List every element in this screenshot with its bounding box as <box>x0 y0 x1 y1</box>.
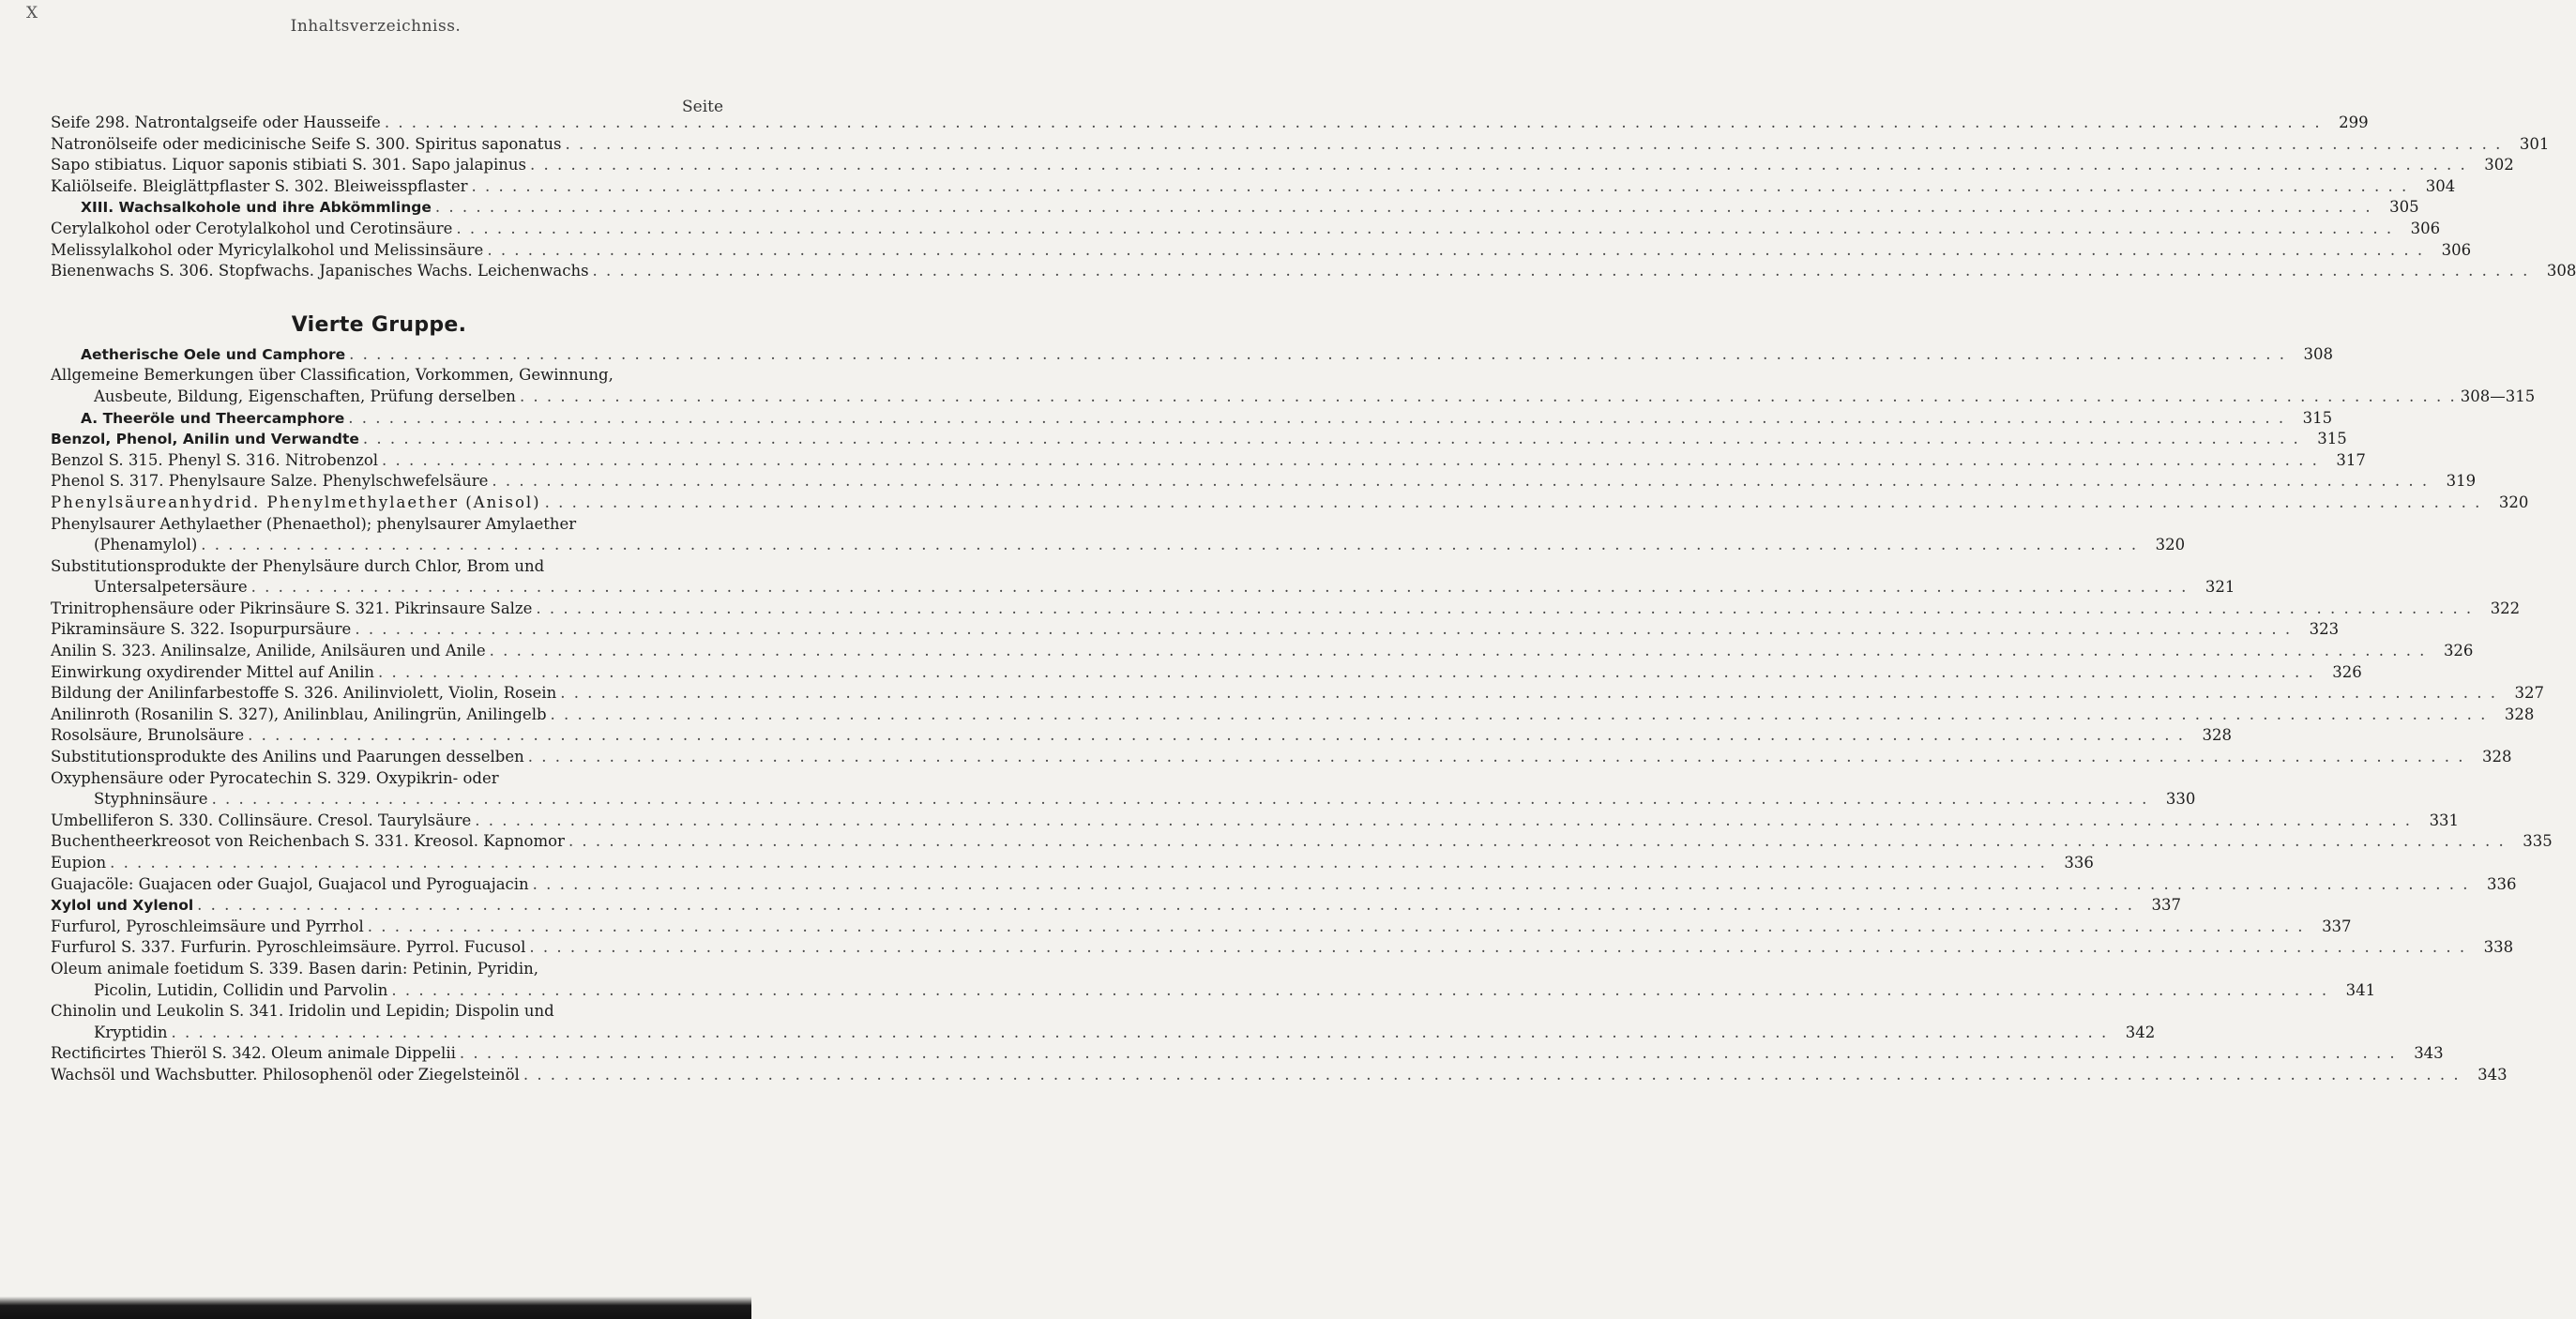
toc-entry: Sapo stibiatus. Liquor saponis stibiati S. 301. Sapo jalapinus . . . 302 <box>51 155 707 176</box>
toc-entry: Furfurol, Pyroschleimsäure und Pyrrhol . . . 337 <box>51 917 707 938</box>
page-ref: 326 <box>2332 662 2362 681</box>
page-ref: 317 <box>2336 450 2366 469</box>
leader-dots <box>593 261 2530 281</box>
toc-entry: Melissylalkohol oder Myricylalkohol und Melissinsäure . . . 306 <box>51 240 707 262</box>
toc-entry: Anilinroth (Rosanilin S. 327), Anilinblau, Anilingrün, Anilingelb . . . 328 <box>51 705 707 726</box>
leader-dots <box>490 641 2427 661</box>
leader-dots <box>533 874 2470 895</box>
toc-entry: Natronölseife oder medicinische Seife S. 300. Spiritus saponatus . . . 301 <box>51 134 707 156</box>
toc-entry: Pikraminsäure S. 322. Isopurpursäure . . . 323 <box>51 619 707 641</box>
toc-entry: Rosolsäure, Brunolsäure . . . 328 <box>51 725 707 747</box>
page-ref: 306 <box>2441 240 2472 259</box>
toc-entry: Allgemeine Bemerkungen über Classification, Vorkommen, Gewinnung, <box>51 366 614 385</box>
leader-dots <box>110 853 2047 873</box>
page-ref: 328 <box>2482 748 2512 766</box>
page-ref: 315 <box>2317 430 2347 448</box>
leader-dots <box>471 176 2408 197</box>
leader-dots <box>560 683 2497 704</box>
leader-dots <box>197 895 2134 916</box>
page-ref: 308 <box>2303 344 2333 363</box>
leader-dots <box>248 725 2185 746</box>
page-ref: 306 <box>2410 219 2441 237</box>
leader-dots <box>568 831 2506 852</box>
toc-entry: Benzol S. 315. Phenyl S. 316. Nitrobenzol . . . 317 <box>51 450 707 472</box>
toc-entry: Kaliölseife. Bleiglättpflaster S. 302. Bleiweisspflaster . . . 304 <box>51 176 707 198</box>
leader-dots <box>475 811 2412 831</box>
page-ref: 336 <box>2064 854 2094 872</box>
toc-entry: Substitutionsprodukte des Anilins und Paarungen desselben . . . 328 <box>51 747 707 768</box>
leader-dots <box>456 219 2393 239</box>
leader-dots <box>385 113 2322 133</box>
toc-entry: Eupion . . . 336 <box>51 853 707 874</box>
page-ref: 322 <box>2490 599 2521 617</box>
toc-entry: Trinitrophensäure oder Pikrinsäure S. 321. Pikrinsaure Salze . . . 322 <box>51 599 707 620</box>
leader-dots <box>487 240 2424 261</box>
toc-section-heading: Aetherische Oele und Camphore . . . 308 <box>51 344 707 366</box>
running-head: Inhaltsverzeichniss. <box>290 17 462 36</box>
leader-dots <box>435 197 2372 218</box>
toc-entry: Bienenwachs S. 306. Stopfwachs. Japanisches Wachs. Leichenwachs . . . 308 <box>51 261 707 282</box>
toc-entry-continuation: Ausbeute, Bildung, Eigenschaften, Prüfung derselben . . . 308—315 <box>51 387 707 408</box>
leader-dots <box>378 662 2315 683</box>
page-ref: 341 <box>2345 980 2376 999</box>
toc-entry: Substitutionsprodukte der Phenylsäure durch Chlor, Brom und <box>51 556 545 575</box>
page-ref: 308 <box>2546 262 2576 280</box>
toc-entry: Oleum animale foetidum S. 339. Basen darin: Petinin, Pyridin, <box>51 959 538 978</box>
page-ref: 343 <box>2478 1065 2508 1084</box>
page-ref: 328 <box>2202 726 2232 745</box>
leader-dots <box>523 1065 2461 1085</box>
toc-entry: Buchentheerkreosot von Reichenbach S. 331. Kreosol. Kapnomor . . . 335 <box>51 831 707 853</box>
page-ref: 315 <box>2302 408 2333 427</box>
toc-subheading: Xylol und Xylenol . . . 337 <box>51 895 707 917</box>
page-ref: 330 <box>2165 790 2196 809</box>
leader-dots <box>530 155 2467 175</box>
toc-entry: Rectificirtes Thieröl S. 342. Oleum animale Dippelii . . . 343 <box>51 1043 707 1065</box>
toc-entry: Oxyphensäure oder Pyrocatechin S. 329. Oxypikrin- oder <box>51 768 499 787</box>
leader-dots <box>212 789 2149 810</box>
leader-dots <box>348 408 2285 429</box>
toc-entry: Bildung der Anilinfarbestoffe S. 326. Anilinviolett, Violin, Rosein . . . 327 <box>51 683 707 705</box>
page-number: X <box>26 4 38 23</box>
leader-dots <box>349 344 2286 365</box>
toc-entry: Seife 298. Natrontalgseife oder Hausseife . . . 299 <box>51 113 707 134</box>
leader-dots <box>536 599 2473 619</box>
page-ref: 305 <box>2389 198 2419 217</box>
leader-dots <box>391 980 2328 1001</box>
toc-subheading: Benzol, Phenol, Anilin und Verwandte . . . 315 <box>51 429 707 450</box>
page-ref: 323 <box>2309 620 2340 639</box>
page-ref: 304 <box>2425 176 2456 195</box>
page-ref: 331 <box>2429 811 2460 829</box>
toc-entry-continuation: Styphninsäure . . . 330 <box>51 789 707 811</box>
toc-entry: Guajacöle: Guajacen oder Guajol, Guajacol und Pyroguajacin . . . 336 <box>51 874 707 896</box>
toc-entry-continuation: Untersalpetersäure . . . 321 <box>51 577 707 599</box>
page-ref: 335 <box>2523 832 2553 851</box>
page-ref: 320 <box>2155 536 2186 554</box>
toc-entry: Wachsöl und Wachsbutter. Philosophenöl oder Ziegelsteinöl . . . 343 <box>51 1065 707 1086</box>
leader-dots <box>201 535 2138 555</box>
toc-entry-continuation: (Phenamylol) . . . 320 <box>51 535 707 556</box>
toc-entry: Cerylalkohol oder Cerotylalkohol und Cerotinsäure . . . 306 <box>51 219 707 240</box>
seite-column-label: Seite <box>682 98 724 116</box>
leader-dots <box>171 1023 2108 1043</box>
toc-entry: Umbelliferon S. 330. Collinsäure. Cresol. Taurylsäure . . . 331 <box>51 811 707 832</box>
page-ref: 299 <box>2339 114 2369 131</box>
page-ref: 338 <box>2483 938 2514 957</box>
leader-dots <box>492 471 2429 492</box>
group-title: Vierte Gruppe. <box>291 312 467 337</box>
leader-dots <box>382 450 2319 471</box>
toc-entry: Phenol S. 317. Phenylsaure Salze. Phenylschwefelsäure . . . 319 <box>51 471 707 493</box>
page-ref: 337 <box>2322 917 2352 935</box>
scan-edge-shadow <box>0 1296 751 1319</box>
leader-dots <box>355 619 2292 640</box>
page-ref: 301 <box>2519 134 2550 153</box>
leader-dots <box>528 747 2465 767</box>
page-ref: 321 <box>2205 578 2235 597</box>
page-ref: 328 <box>2504 705 2535 723</box>
page-ref: 319 <box>2446 472 2477 491</box>
toc-entry: Phenylsäureanhydrid. Phenylmethylaether (Anisol) . . . 320 <box>51 493 707 514</box>
toc-entry: Furfurol S. 337. Furfurin. Pyroschleimsäure. Pyrrol. Fucusol . . . 338 <box>51 937 707 959</box>
toc-entry-continuation: Kryptidin . . . 342 <box>51 1023 707 1044</box>
page-ref: 327 <box>2514 684 2544 703</box>
toc-entry-continuation: Picolin, Lutidin, Collidin und Parvolin . . . 341 <box>51 980 707 1002</box>
page-ref: 302 <box>2484 156 2514 174</box>
toc-entry: Chinolin und Leukolin S. 341. Iridolin und Lepidin; Dispolin und <box>51 1002 554 1021</box>
page-ref: 342 <box>2125 1023 2156 1041</box>
leader-dots <box>460 1043 2397 1064</box>
leader-dots <box>566 134 2503 155</box>
page-ref: 336 <box>2486 874 2517 893</box>
page-ref: 326 <box>2443 642 2474 660</box>
toc-section-heading: A. Theeröle und Theercamphore . . . 315 <box>51 408 707 430</box>
table-of-contents <box>51 113 2576 1086</box>
leader-dots <box>368 917 2305 937</box>
page-ref: 343 <box>2414 1044 2444 1063</box>
leader-dots <box>551 705 2488 725</box>
page-ref: 337 <box>2151 896 2181 915</box>
leader-dots <box>363 429 2300 449</box>
leader-dots <box>520 387 2457 407</box>
leader-dots <box>545 493 2482 513</box>
leader-dots <box>251 577 2189 598</box>
toc-entry: Anilin S. 323. Anilinsalze, Anilide, Anilsäuren und Anile . . . 326 <box>51 641 707 662</box>
toc-entry: Phenylsaurer Aethylaether (Phenaethol); phenylsaurer Amylaether <box>51 514 577 533</box>
leader-dots <box>529 937 2466 958</box>
toc-entry: Einwirkung oxydirender Mittel auf Anilin . . . 326 <box>51 662 707 684</box>
toc-section-heading: XIII. Wachsalkohole und ihre Abkömmlinge . . . 305 <box>51 197 707 219</box>
page-ref: 320 <box>2498 493 2529 511</box>
page-ref: 308—315 <box>2460 387 2536 405</box>
